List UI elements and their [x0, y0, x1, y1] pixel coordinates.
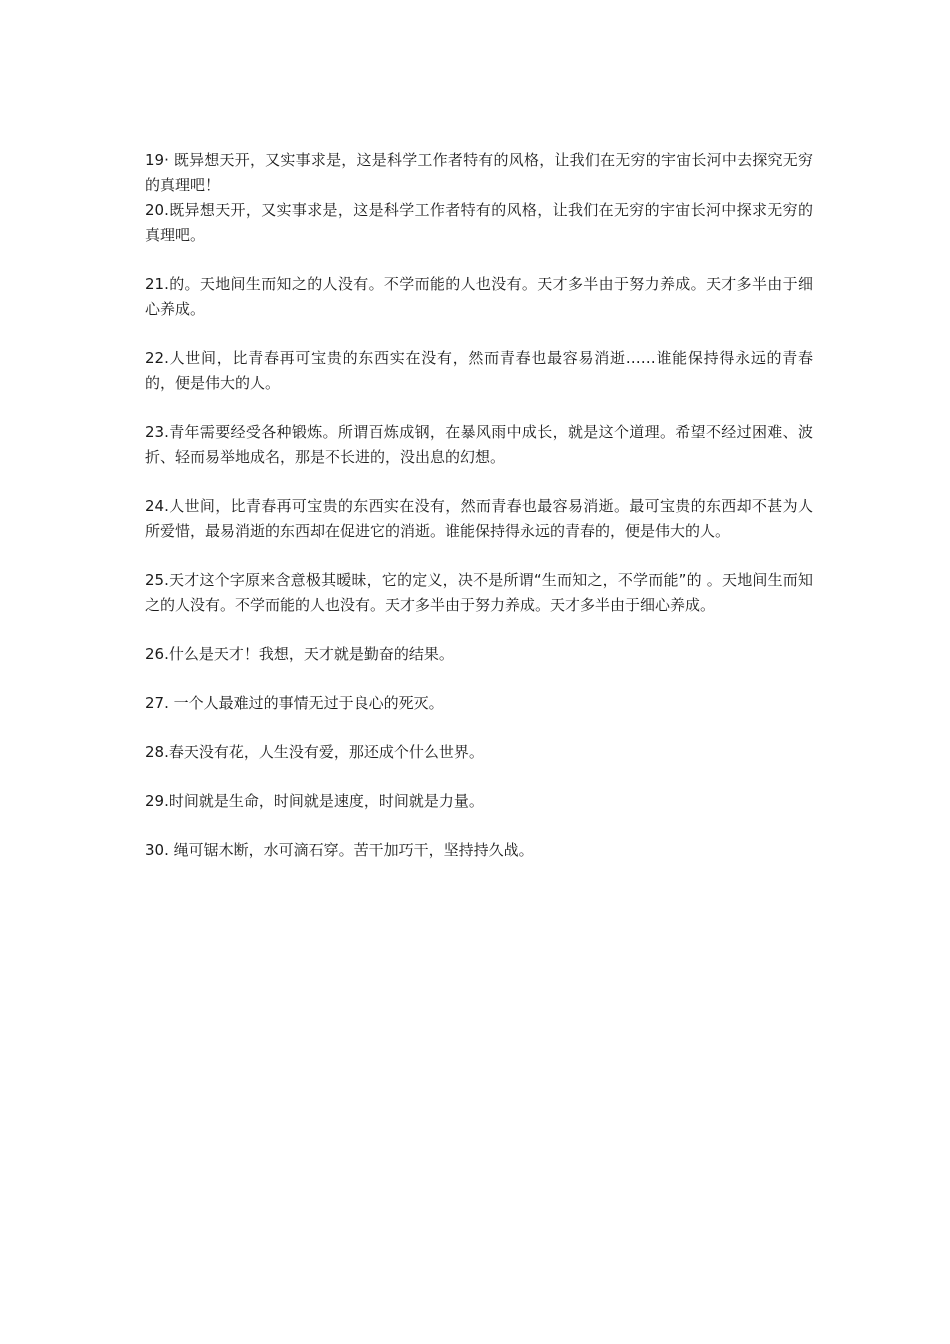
paragraph-20: 20.既异想天开，又实事求是，这是科学工作者特有的风格，让我们在无穷的宇宙长河中探求无穷的真理吧。 [145, 201, 813, 244]
paragraph-27: 27. 一个人最难过的事情无过于良心的死灭。 [145, 694, 444, 712]
paragraph-26: 26.什么是天才！我想，天才就是勤奋的结果。 [145, 645, 454, 663]
paragraph-21: 21.的。天地间生而知之的人没有。不学而能的人也没有。天才多半由于努力养成。天才多半由于细心养成。 [145, 275, 813, 318]
paragraph-22: 22.人世间，比青春再可宝贵的东西实在没有，然而青春也最容易消逝……谁能保持得永远的青春的，便是伟大的人。 [145, 349, 813, 392]
paragraph-28: 28.春天没有花，人生没有爱，那还成个什么世界。 [145, 743, 484, 761]
paragraph-25: 25.天才这个字原来含意极其暧昧，它的定义，决不是所谓“生而知之，不学而能”的 。天地间生而知之的人没有。不学而能的人也没有。天才多半由于努力养成。天才多半由于细心养成。 [145, 571, 813, 614]
paragraph-30: 30. 绳可锯木断，水可滴石穿。苦干加巧干，坚持持久战。 [145, 841, 534, 859]
paragraph-23: 23.青年需要经受各种锻炼。所谓百炼成钢，在暴风雨中成长，就是这个道理。希望不经过困难、波折、轻而易举地成名，那是不长进的，没出息的幻想。 [145, 423, 813, 466]
paragraph-24: 24.人世间，比青春再可宝贵的东西实在没有，然而青春也最容易消逝。最可宝贵的东西却不甚为人所爱惜，最易消逝的东西却在促进它的消逝。谁能保持得永远的青春的，便是伟大的人。 [145, 497, 813, 540]
document-body [145, 148, 813, 863]
paragraph-29: 29.时间就是生命，时间就是速度，时间就是力量。 [145, 792, 484, 810]
paragraph-19: 19· 既异想天开，又实事求是，这是科学工作者特有的风格，让我们在无穷的宇宙长河中去探究无穷的真理吧！ [145, 151, 813, 194]
